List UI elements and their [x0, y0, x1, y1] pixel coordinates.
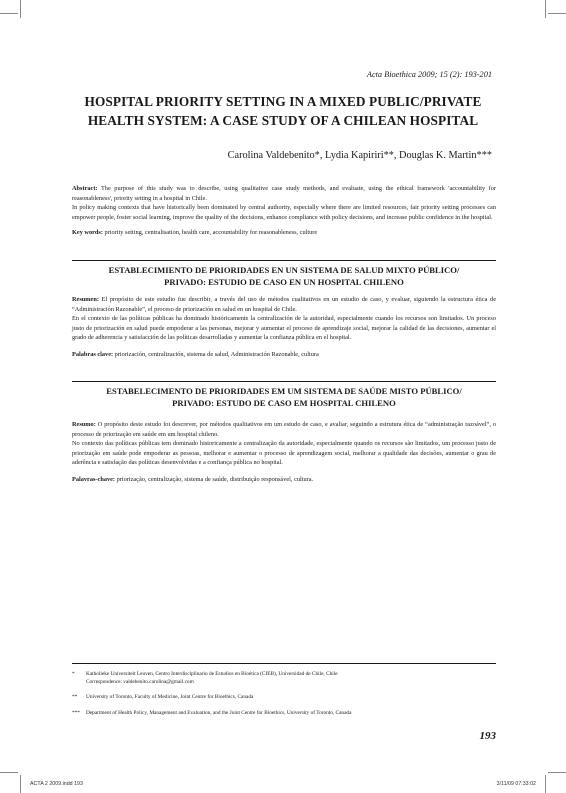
crop-mark	[548, 13, 566, 14]
keywords-label: Palavras-chave:	[72, 475, 116, 483]
heading-line: PRIVADO: ESTUDIO DE CASO EN UN HOSPITAL CHILENO	[164, 277, 404, 287]
keywords	[72, 350, 496, 360]
crop-mark	[0, 13, 18, 14]
keywords-label: Palabras clave:	[72, 350, 114, 358]
footnote-mark: ***	[72, 709, 80, 716]
abstract-label: Abstract:	[72, 185, 98, 192]
abstract-paragraph	[72, 420, 496, 439]
keywords-text: priority setting, centralisation, health care, accountability for reasonableness, culture	[102, 229, 318, 237]
footnote	[72, 709, 496, 717]
keywords-label: Key words:	[72, 229, 103, 237]
section-divider	[72, 381, 496, 382]
authors: Carolina Valdebenito*, Lydia Kapiriri**, Douglas K. Martin***	[227, 150, 492, 161]
portuguese-heading	[72, 385, 496, 409]
abstract-paragraph	[72, 295, 496, 314]
crop-mark	[545, 0, 546, 18]
footnote-line: Katholieke Universiteit Leuven, Centro Interdisciplinario de Estudios en Bioética (CIEB), Universidad de Chile, Chile	[86, 671, 338, 677]
keywords	[72, 228, 496, 238]
keywords-text: priorización, centralización, sistema de salud, Administración Razonable, cultura	[113, 350, 319, 358]
crop-mark	[20, 775, 21, 793]
page-number: 193	[479, 730, 496, 742]
footnotes	[72, 670, 496, 717]
footnote-divider	[72, 663, 496, 664]
title-line: HOSPITAL PRIORITY SETTING IN A MIXED PUBLIC/PRIVATE	[84, 94, 482, 109]
footnote	[72, 693, 496, 701]
portuguese-abstract	[72, 420, 496, 485]
heading-line: ESTABELECIMENTO DE PRIORIDADES EM UM SISTEMA DE SAÚDE MISTO PÚBLICO/	[106, 386, 462, 396]
crop-mark	[548, 772, 566, 773]
footnote-mark: **	[72, 694, 78, 701]
heading-line: ESTABLECIMIENTO DE PRIORIDADES EN UN SISTEMA DE SALUD MIXTO PÚBLICO/	[108, 265, 460, 275]
section-divider	[72, 260, 496, 261]
crop-mark	[0, 772, 18, 773]
spanish-abstract	[72, 295, 496, 360]
journal-reference: Acta Bioethica 2009; 15 (2): 193-201	[366, 70, 492, 79]
footnote-line: Correspondence: valdebenito.carolina@gmail.com	[86, 679, 194, 686]
title-line: HEALTH SYSTEM: A CASE STUDY OF A CHILEAN HOSPITAL	[87, 113, 479, 128]
keywords	[72, 475, 496, 485]
footnote-text	[86, 670, 496, 686]
abstract-paragraph: No contexto das políticas públicas tem dominado historicamente a centralização da autoridade, especialmente quando os recursos são limitados, um processo justo de priorização em saúde pode empoderar as pessoas, melhorar e aumentar o processo de aprendizagem social, melhorar a qualidade das decisões, aumentar o grau de aderência e satisfação das políticas desenvolvidas e a confiança pública no hospital.	[72, 440, 496, 467]
abstract-text: The purpose of this study was to describe, using qualitative case study methods, and evaluate, using the ethical framework 'accountability for reasonableness', priority setting in a hospital in Chile.	[72, 185, 496, 202]
print-slug-file: ACTA 2 2009.indd 193	[30, 781, 83, 787]
footnote	[72, 670, 496, 686]
abstract-text: El propósito de este estudio fue describir, a través del uso de métodos cualitativos en un estudio de caso, y evaluar, siguiendo la estructura ética de “Administración Razonable”, el proceso de priorización en salud en un hospital de Chile.	[72, 296, 496, 313]
print-slug-date: 3/11/09 07:33:02	[496, 781, 536, 787]
resumo-label: Resumo:	[72, 421, 96, 428]
resumen-label: Resumen:	[72, 296, 99, 303]
spanish-heading	[72, 264, 496, 288]
footnote-text: University of Toronto, Faculty of Medicine, Joint Centre for Bioethics, Canada	[86, 694, 254, 701]
footnote-text: Department of Health Policy, Management and Evaluation, and the Joint Centre for Bioethics, University of Toronto, Canada	[86, 709, 352, 716]
abstract-paragraph: In policy making contexts that have historically been dominated by central authority, especially where there are limited resources, fair priority setting processes can empower people, foster social learning, improve the quality of the decisions, enhance compliance with policy decisions, and increase public confidence in the hospital.	[72, 204, 496, 221]
abstract-text: O propósito deste estudo foi descrever, por métodos qualitativos em um estudo de caso, e avaliar, seguindo a estrutura ética de “administração razoável”, o processo de priorização em saúde em um hospital chileno.	[72, 421, 496, 438]
crop-mark	[20, 0, 21, 18]
abstract-paragraph	[72, 184, 496, 203]
heading-line: PRIVADO: ESTUDO DE CASO EM HOSPITAL CHILENO	[172, 398, 396, 408]
english-abstract	[72, 184, 496, 238]
crop-mark	[545, 775, 546, 793]
abstract-paragraph: En el contexto de las políticas públicas ha dominado históricamente la centralización de la autoridad, especialmente cuando los recursos son limitados. Un proceso justo de priorización en salud puede empoderar a las personas, mejorar y aumentar el proceso de aprendizaje social, mejorar la calidad de las decisiones, aumentar el grado de adherencia y satisfacción de las políticas desarrolladas y aumentar la confianza pública en el hospital.	[72, 315, 496, 342]
keywords-text: priorização, centralização, sistema de saúde, distribuição responsável, cultura.	[115, 475, 314, 483]
article-title	[62, 92, 504, 130]
footnote-mark: *	[72, 671, 75, 677]
